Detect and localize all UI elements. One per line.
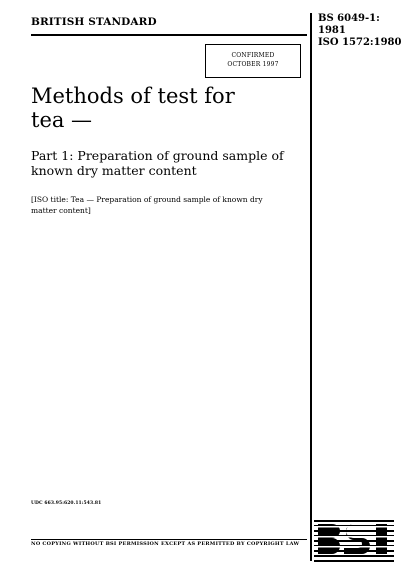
- part-title-line: Part 1: Preparation of ground sample of: [31, 148, 284, 163]
- standard-number-line: 1981: [318, 25, 346, 36]
- copyright-notice: NO COPYING WITHOUT BSI PERMISSION EXCEPT AS PERMITTED BY COPYRIGHT LAW: [31, 541, 300, 547]
- confirmed-stamp: [205, 44, 301, 78]
- iso-title: [31, 194, 303, 216]
- standard-number-line: ISO 1572:1980: [318, 37, 402, 48]
- standard-number-line: BS 6049-1:: [318, 13, 380, 24]
- part-title: [31, 148, 311, 178]
- main-title-line: tea —: [31, 108, 93, 132]
- part-title-line: known dry matter content: [31, 163, 197, 178]
- standard-number: [318, 13, 401, 49]
- header-rule: [31, 34, 307, 36]
- document-type-label: BRITISH STANDARD: [31, 16, 157, 28]
- main-title: [31, 84, 301, 132]
- footer-rule: [31, 539, 307, 540]
- main-title-line: Methods of test for: [31, 84, 235, 108]
- iso-title-line: matter content]: [31, 206, 91, 215]
- vertical-divider: [310, 13, 312, 561]
- bsi-logo: [314, 518, 394, 564]
- iso-title-line: [ISO title: Tea — Preparation of ground sample of known dry: [31, 195, 263, 204]
- udc-code: UDC 663.95:620.11:543.81: [31, 501, 102, 506]
- confirmed-date: OCTOBER 1997: [227, 61, 279, 68]
- confirmed-label: CONFIRMED: [231, 52, 275, 59]
